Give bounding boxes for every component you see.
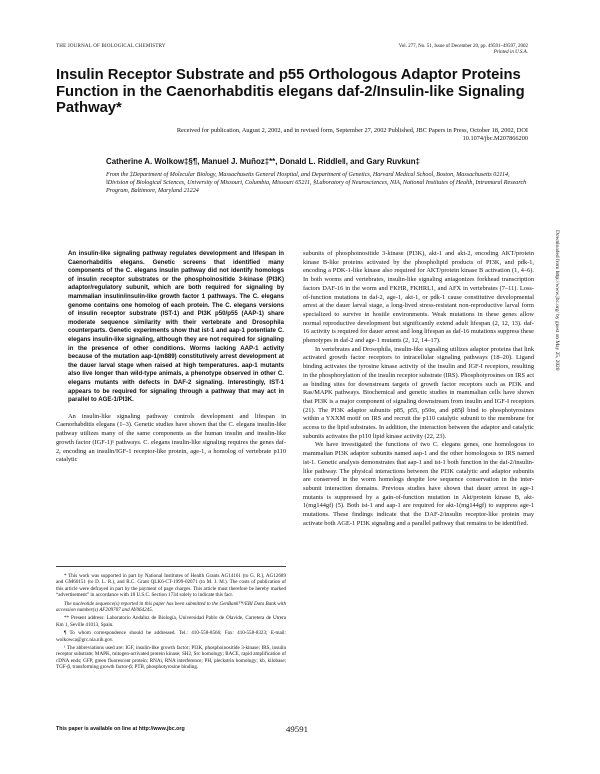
printed-note: Printed in U.S.A. xyxy=(493,50,528,55)
footnote-genbank: The nucleotide sequence(s) reported in this paper has been submitted to the GenBank™/EBI Data Bank with accession number(s) AF209707 and AY064245. xyxy=(56,600,286,614)
volume-line: Vol. 277, No. 51, Issue of December 20, pp. 49591–49597, 2002 xyxy=(398,44,528,49)
footnote-address: ** Present address: Laboratorio Andaluz de Biología, Universidad Pablo de Olavide, Carretera de Utrera Km 1, Seville 41013, Spain. xyxy=(56,615,286,628)
download-note-text: Downloaded from http://www.jbc.org/ by guest on May 25, 2020 xyxy=(554,230,560,371)
intro-paragraph: An insulin-like signaling pathway controls development and lifespan in Caenorhabditis elegans (1–3). Genetic studies have shown that the C. elegans insulin-like pathway utilizes many of the same components as the human insulin and insulin-like growth factor (IGF-1)¹ pathways. C. elegans insulin-like signaling requires the genes daf-2, encoding an insulin/IGF-1 receptor-like protein, age-1, a homolog of vertebrate p110 catalytic xyxy=(56,412,286,464)
journal-name: THE JOURNAL OF BIOLOGICAL CHEMISTRY xyxy=(56,44,166,49)
footnote-funding: * This work was supported in part by National Institutes of Health Grants AG14161 (to G. R.), AG12689 and GM60151 (to D. L. R.), and R.C. Grant QLK6-CT-1999-02071 (to M. J. M.). The costs of publication of this article were defrayed in part by the payment of page charges. This article must therefore be hereby marked “advertisement” in accordance with 18 U.S.C. Section 1734 solely to indicate this fact. xyxy=(56,573,286,599)
issue-info xyxy=(399,44,528,56)
download-watermark xyxy=(554,230,562,390)
body-paragraph: In vertebrates and Drosophila, insulin-like signaling utilizes adaptor proteins that link activated growth factor receptors to intracellular signaling pathways (18–20). Ligand binding activates the tyrosine kinase activity of the insulin and IGF-I receptors, resulting in the phosphorylation of the insulin receptor substrate (IRS). Phosphotyrosines on IRS act as binding sites for downstream targets of growth factor receptors such as PI3K and Ras/MAPK pathways. Biochemical and genetic studies in mammalian cells have shown that PI3K is a major component of signaling downstream from insulin and IGF-I receptors (21). The PI3K adaptor subunits p85, p55, p50α, and p85β bind to phosphotyrosines within a YXXM motif on IRS and recruit the p110 catalytic subunit to the membrane for access to the lipid substrates. In addition, the interaction between the adaptor and catalytic subunits activates the p110 lipid kinase activity (22, 23). xyxy=(303,345,534,440)
page-number: 49591 xyxy=(286,724,308,734)
left-column xyxy=(56,250,286,465)
publication-dates: Received for publication, August 2, 2002, and in revised form, September 27, 2002 Published, JBC Papers in Press, October 18, 2002, DOI 10.1074/jbc.M207866200 xyxy=(176,127,528,142)
footnote-correspondence: ¶ To whom correspondence should be addressed. Tel.: 410-558-8566; Fax: 410-558-8323; E-mail: wolkowca@grc.nia.nih.gov. xyxy=(56,630,286,643)
abstract: An insulin-like signaling pathway regulates development and lifespan in Caenorhabditis elegans. Genetic screens that identified many components of the C. elegans insulin pathway did not identify homologs of insulin receptor substrates or the phosphoinositide 3-kinase (PI3K) adaptor/regulatory subunit, which are both required for signaling by mammalian insulin/insulin-like growth factor 1 pathways. The C. elegans genome contains one homolog of each protein. The C. elegans versions of insulin receptor substrate (IST-1) and PI3K p50/p55 (AAP-1) share moderate sequence similarity with their vertebrate and Drosophila counterparts. Genetic experiments show that ist-1 and aap-1 potentiate C. elegans insulin-like signaling, although they are not required for signaling in the presence of other conditions. Worms lacking AAP-1 activity because of the mutation aap-1(m889) constitutively arrest development at the dauer larval stage when raised at high temperatures. aap-1 mutants also live longer than wild-type animals, a phenotype observed in other C. elegans mutants with defects in DAF-2 signaling. Interestingly, IST-1 appears to be required for signaling through a pathway that may act in parallel to AGE-1/PI3K. xyxy=(68,250,284,404)
online-availability: This paper is available on line at http://www.jbc.org xyxy=(56,726,185,732)
footnotes xyxy=(56,566,286,673)
body-paragraph: We have investigated the functions of two C. elegans genes, one homologous to mammalian PI3K adaptor subunits named aap-1 and the other homologous to IRS named ist-1. Genetic analysis demonstrates that aap-1 and ist-1 both function in the daf-2/insulin-like pathway. The physical interactions between the PI3K catalytic and adaptor subunits are conserved in the worm homologs despite low sequence conservation in the inter-subunit interaction domains. Previous studies have shown that dauer arrest in age-1 mutants is suppressed by a gain-of-function mutation in Akt/protein kinase B, akt-1(mg144gf) (5). Both ist-1 and aap-1 are required for akt-1(mg144gf) to suppress age-1 mutations. These findings indicate that the DAF-2/insulin receptor-like protein may activate both AGE-1 PI3K signaling and a parallel pathway that remains to be identified. xyxy=(303,441,534,527)
right-column xyxy=(303,250,534,529)
author-list: Catherine A. Wolkow‡§¶, Manuel J. Muñoz‡**, Donald L. Riddle‖, and Gary Ruvkun‡ xyxy=(106,157,420,166)
article-title: Insulin Receptor Substrate and p55 Orthologous Adaptor Proteins Function in the Caenorhabditis elegans daf-2/Insulin-like Signaling Pathway* xyxy=(56,67,525,116)
footnote-abbreviations: ¹ The abbreviations used are: IGF, insulin-like growth factor; PI3K, phosphoinositide 3-kinase; IRS, insulin receptor substrate; MAPK, mitogen-activated protein kinase; SH2, Src homology; RACE, rapid amplification of cDNA ends; GFP, green fluorescent protein; RNAi, RNA interference; PH, pleckstrin homology; kb, kilobase; TGF-β, transforming growth factor-β; PTB, phosphotyrosine binding. xyxy=(56,645,286,671)
affiliations: From the ‡Department of Molecular Biology, Massachusetts General Hospital, and Department of Genetics, Harvard Medical School, Boston, Massachusetts 02114, ‖Division of Biological Sciences, University of Missouri, Columbia, Missouri 65211, §Laboratory of Neurosciences, NIA, National Institutes of Health, Intramural Research Program, Baltimore, Maryland 21224 xyxy=(106,172,527,194)
body-paragraph: subunits of phosphoinositide 3-kinase (PI3K), akt-1 and akt-2, encoding AKT/protein kinase B-like proteins activated by the phospholipid products of PI3K, and pdk-1, encoding a PDK-1-like kinase also required for AKT/protein kinase B activation (1, 4–6). In both worms and vertebrates, insulin-like signaling antagonizes forkhead transcription factors DAF-16 in the worm and FKHR, FKHRL1, and AFX in vertebrates (7–11). Loss-of-function mutations in daf-2, age-1, akt-1, or pdk-1 cause constitutive developmental arrest at the dauer larval stage, a long-lived stress-resistant non-reproductive larval form specialized to survive in hostile environments. Weak mutations in these genes allow normal reproductive development but significantly extend adult lifespan (2, 12, 13). daf-16 activity is required for dauer arrest and long lifespan as daf-16 mutations suppress these phenotypes in daf-2 and age-1 mutants (2, 12, 14–17). xyxy=(303,250,534,345)
